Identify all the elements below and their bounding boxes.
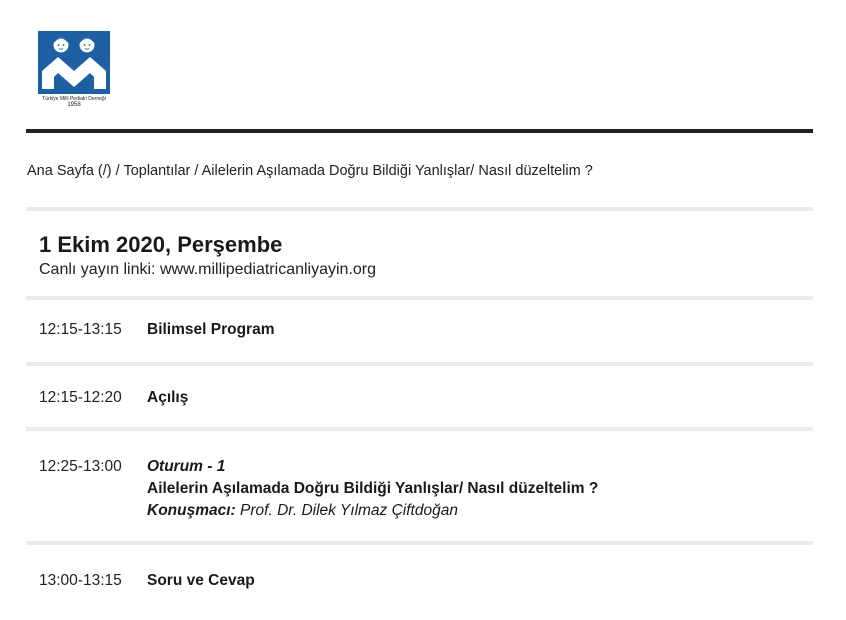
header-divider	[26, 129, 813, 133]
live-stream-link[interactable]: Canlı yayın linki: www.millipediatricanliyayin.org	[39, 261, 377, 278]
program-time: 12:25-13:00	[39, 458, 122, 475]
site-logo[interactable]	[38, 31, 110, 109]
section-divider	[26, 207, 813, 211]
row-divider	[26, 296, 813, 300]
program-time: 12:15-12:20	[39, 389, 122, 406]
program-title: Soru ve Cevap	[147, 572, 255, 589]
program-title: Ailelerin Aşılamada Doğru Bildiği Yanlışlar/ Nasıl düzeltelim ?	[147, 480, 599, 497]
speaker-line	[147, 500, 598, 522]
logo-icon	[38, 31, 110, 94]
day-title: 1 Ekim 2020, Perşembe	[39, 232, 283, 257]
program-content	[147, 456, 598, 522]
speaker-label: Konuşmacı:	[147, 502, 236, 519]
program-time: 13:00-13:15	[39, 572, 122, 589]
breadcrumb	[27, 163, 593, 179]
row-divider	[26, 541, 813, 545]
program-title: Açılış	[147, 389, 189, 406]
row-divider	[26, 362, 813, 366]
program-title: Bilimsel Program	[147, 321, 275, 338]
logo-year: 1958	[67, 102, 81, 108]
breadcrumb-home-link[interactable]: Ana Sayfa (/)	[27, 163, 112, 179]
program-time: 12:15-13:15	[39, 321, 122, 338]
speaker-name: Prof. Dr. Dilek Yılmaz Çiftdoğan	[235, 502, 458, 519]
breadcrumb-trail: / Toplantılar / Ailelerin Aşılamada Doğru Bildiği Yanlışlar/ Nasıl düzeltelim ?	[111, 163, 593, 179]
logo-caption: Türkiye Milli Pediatri Derneği	[42, 96, 106, 102]
session-label: Oturum - 1	[147, 458, 226, 475]
row-divider	[26, 427, 813, 431]
